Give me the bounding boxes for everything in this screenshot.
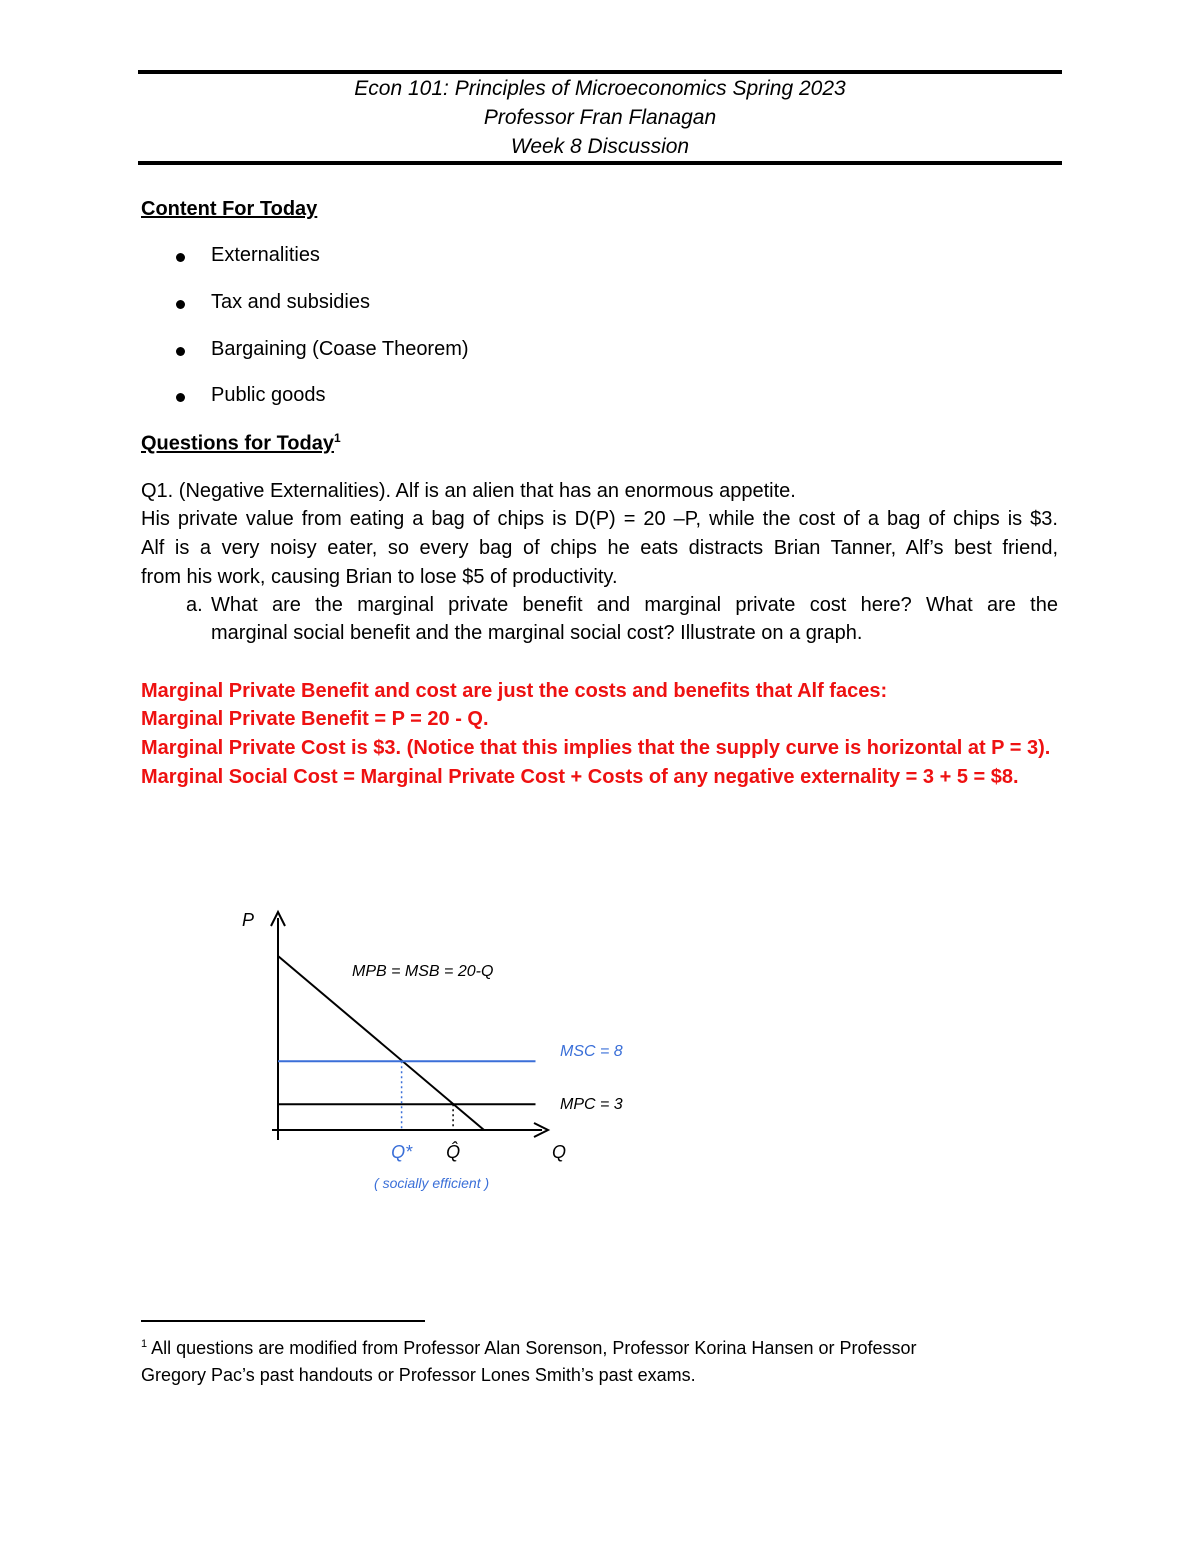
- q-hat-label: Q̂: [446, 1142, 461, 1162]
- content-item: Tax and subsidies: [211, 291, 370, 313]
- footnote-ref: 1: [333, 431, 341, 445]
- mpc-label: MPC = 3: [560, 1096, 623, 1113]
- q-star-note: ( socially efficient ): [374, 1175, 490, 1191]
- part-a-line: What are the marginal private benefit and marginal private cost here? What are the: [211, 594, 1058, 616]
- header-bottom-rule: [138, 161, 1062, 165]
- footnote-line: Gregory Pac’s past handouts or Professor Lones Smith’s past exams.: [141, 1365, 696, 1385]
- bullet-icon: [176, 300, 185, 309]
- externality-graph: [220, 890, 680, 1210]
- part-a-label: a.: [186, 594, 203, 616]
- q1-line: His private value from eating a bag of chips is D(P) = 20 –P, while the cost of a bag of chips is $3.: [141, 508, 1058, 530]
- answer-line: Marginal Private Cost is $3. (Notice that this implies that the supply curve is horizontal at P = 3).: [141, 737, 1051, 759]
- q1-line: from his work, causing Brian to lose $5 of productivity.: [141, 566, 618, 588]
- bullet-icon: [176, 393, 185, 402]
- week-title: Week 8 Discussion: [510, 135, 690, 158]
- content-heading: Content For Today: [141, 198, 318, 220]
- content-item: Externalities: [211, 244, 320, 266]
- questions-heading-text: Questions for Today: [141, 432, 334, 455]
- q-star-label: Q*: [391, 1142, 413, 1162]
- y-axis-label: P: [242, 910, 255, 930]
- answer-line: Marginal Private Benefit and cost are just the costs and benefits that Alf faces:: [141, 680, 888, 702]
- course-title: Econ 101: Principles of Microeconomics Spring 2023: [354, 77, 846, 100]
- footnote-line: [141, 1338, 917, 1359]
- part-a-line: marginal social benefit and the marginal social cost? Illustrate on a graph.: [211, 622, 863, 644]
- msc-label: MSC = 8: [560, 1043, 623, 1060]
- footnote-text: All questions are modified from Professor Alan Sorenson, Professor Korina Hansen or Professor: [151, 1338, 917, 1358]
- footnote-rule: [141, 1320, 425, 1322]
- q1-line: Alf is a very noisy eater, so every bag of chips he eats distracts Brian Tanner, Alf’s best friend,: [141, 537, 1058, 559]
- x-axis-label: Q: [552, 1142, 567, 1162]
- bullet-icon: [176, 347, 185, 356]
- content-item: Bargaining (Coase Theorem): [211, 338, 469, 360]
- questions-heading: [141, 431, 341, 456]
- bullet-icon: [176, 253, 185, 262]
- content-item: Public goods: [211, 384, 326, 406]
- header-top-rule: [138, 70, 1062, 74]
- footnote-marker: 1: [141, 1338, 148, 1350]
- professor-name: Professor Fran Flanagan: [483, 106, 717, 129]
- q1-line: Q1. (Negative Externalities). Alf is an alien that has an enormous appetite.: [141, 480, 796, 502]
- answer-line: Marginal Social Cost = Marginal Private Cost + Costs of any negative externality = 3 + 5 = $8.: [141, 766, 1019, 788]
- demand-label: MPB = MSB = 20-Q: [352, 963, 494, 980]
- answer-line: Marginal Private Benefit = P = 20 - Q.: [141, 708, 489, 730]
